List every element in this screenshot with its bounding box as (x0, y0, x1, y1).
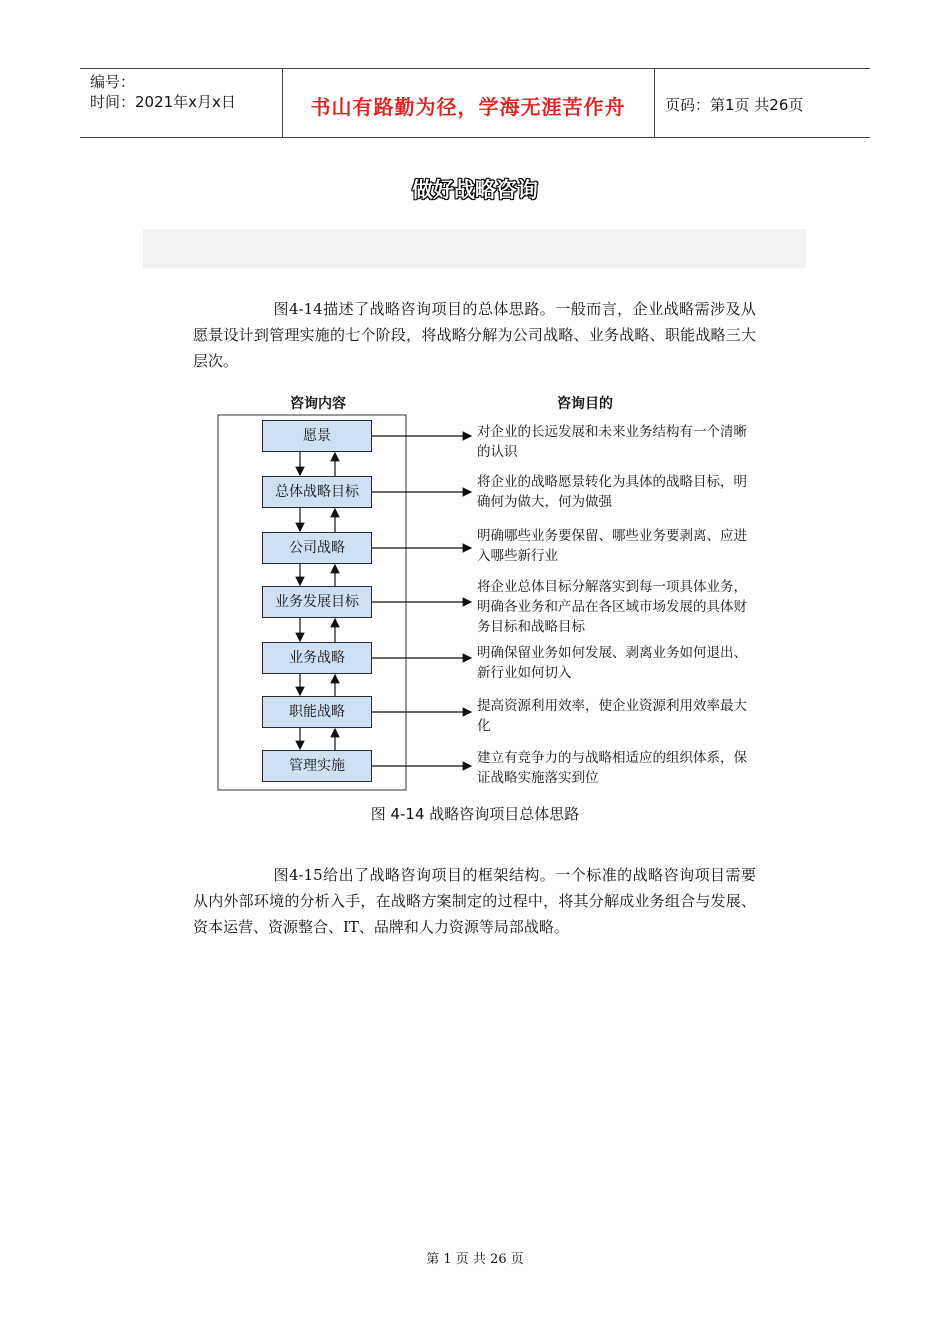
stage-box-business-strategy: 业务战略 (262, 642, 372, 674)
stage-box-business-goal: 业务发展目标 (262, 586, 372, 618)
header-motto-cell (282, 69, 655, 137)
stage-goal-business-goal: 将企业总体目标分解落实到每一项具体业务，明确各业务和产品在各区域市场发展的具体财务目标和战略目标 (477, 579, 747, 635)
page-footer: 第 1 页 共 26 页 (426, 1252, 524, 1267)
stage-box-corporate-strategy: 公司战略 (262, 532, 372, 564)
stage-box-vision: 愿景 (262, 420, 372, 452)
header-page-cell (655, 69, 870, 137)
stage-box-functional-strategy: 职能战略 (262, 696, 372, 728)
col-goal-heading: 咨询目的 (557, 396, 613, 412)
paragraph-1 (193, 296, 756, 374)
stage-goal-overall-goal: 将企业的战略愿景转化为具体的战略目标，明确何为做大，何为做强 (477, 474, 747, 510)
stage-goal-functional-strategy: 提高资源利用效率，使企业资源利用效率最大化 (477, 698, 747, 734)
header-table (80, 68, 870, 138)
motto: 书山有路勤为径，学海无涯苦作舟 (310, 95, 626, 119)
paragraph-1-text: 图4-14描述了战略咨询项目的总体思路。一般而言，企业战略需涉及从愿景设计到管理实施的七个阶段，将战略分解为公司战略、业务战略、职能战略三大层次。 (193, 300, 756, 370)
paragraph-2 (193, 862, 756, 940)
col-content-heading: 咨询内容 (290, 396, 346, 412)
stage-box-overall-goal: 总体战略目标 (262, 476, 372, 508)
grey-band (143, 229, 806, 268)
strategy-flow-figure (205, 390, 745, 800)
stage-goal-vision: 对企业的长远发展和未来业务结构有一个清晰的认识 (477, 424, 747, 460)
stage-goal-business-strategy: 明确保留业务如何发展、剥离业务如何退出、新行业如何切入 (477, 645, 747, 681)
stage-goal-corporate-strategy: 明确哪些业务要保留、哪些业务要剥离、应进入哪些新行业 (477, 528, 747, 564)
paragraph-2-text: 图4-15给出了战略咨询项目的框架结构。一个标准的战略咨询项目需要从内外部环境的分析入手，在战略方案制定的过程中，将其分解成业务组合与发展、资本运营、资源整合、IT、品牌和人力资源等局部战略。 (193, 866, 756, 936)
header-meta-cell (80, 69, 283, 137)
stage-goal-management: 建立有竞争力的与战略相适应的组织体系，保证战略实施落实到位 (477, 750, 747, 786)
stage-box-management: 管理实施 (262, 750, 372, 782)
page-label: 页码：第1页 共26页 (665, 96, 804, 114)
number-label: 编号： (90, 73, 136, 91)
time-label: 时间：2021年x月x日 (90, 93, 236, 111)
document-title: 做好战略咨询 (412, 178, 538, 202)
figure-caption: 图 4-14 战略咨询项目总体思路 (370, 805, 580, 823)
